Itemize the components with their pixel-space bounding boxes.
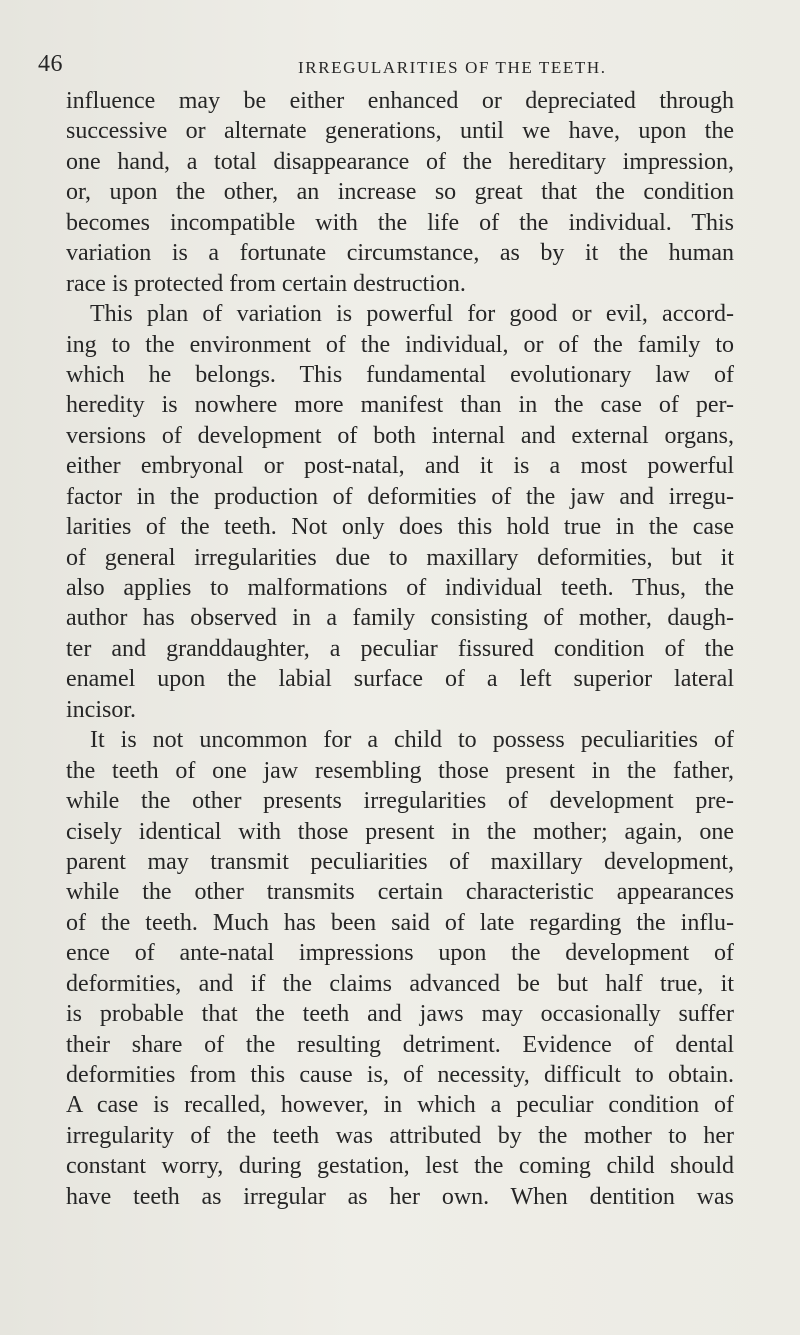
text-line: ing to the environment of the individual, or of the family to xyxy=(66,331,734,358)
text-line: ence of ante-natal impressions upon the development of xyxy=(66,940,734,967)
text-line: successive or alternate generations, until we have, upon the xyxy=(66,118,734,145)
text-line: one hand, a total disappearance of the hereditary impression, xyxy=(66,148,734,175)
text-line: either embryonal or post-natal, and it is a most powerful xyxy=(66,453,734,480)
text-line: or, upon the other, an increase so great that the condition xyxy=(66,179,734,206)
text-line: It is not uncommon for a child to possess peculiarities of xyxy=(90,727,734,754)
text-line: deformities from this cause is, of necessity, difficult to obtain. xyxy=(66,1062,734,1088)
text-line: larities of the teeth. Not only does this hold true in the case xyxy=(66,514,734,541)
text-line: author has observed in a family consisting of mother, daugh- xyxy=(66,605,734,632)
page-number: 46 xyxy=(38,51,63,77)
text-line: parent may transmit peculiarities of maxillary development, xyxy=(66,848,734,875)
running-head xyxy=(0,50,800,86)
text-line: of general irregularities due to maxillary deformities, but it xyxy=(66,544,734,571)
text-line: A case is recalled, however, in which a peculiar condition of xyxy=(66,1092,734,1119)
text-line: cisely identical with those present in the mother; again, one xyxy=(66,818,734,845)
text-line: enamel upon the labial surface of a left superior lateral xyxy=(66,666,734,693)
running-title: IRREGULARITIES OF THE TEETH. xyxy=(298,58,607,77)
text-line: factor in the production of deformities of the jaw and irregu- xyxy=(66,483,734,510)
text-line: This plan of variation is powerful for good or evil, accord- xyxy=(90,301,734,328)
text-line: becomes incompatible with the life of the individual. This xyxy=(66,209,734,236)
text-line: is probable that the teeth and jaws may occasionally suffer xyxy=(66,1001,734,1028)
text-line: their share of the resulting detriment. Evidence of dental xyxy=(66,1031,734,1058)
text-line: race is protected from certain destruction. xyxy=(66,270,466,297)
body-text xyxy=(66,86,734,1212)
text-line: while the other transmits certain characteristic appearances xyxy=(66,879,734,906)
text-line: while the other presents irregularities of development pre- xyxy=(66,788,734,815)
text-line: of the teeth. Much has been said of late regarding the influ- xyxy=(66,909,734,936)
text-line: incisor. xyxy=(66,696,136,723)
text-line: heredity is nowhere more manifest than in the case of per- xyxy=(66,392,734,419)
text-line: the teeth of one jaw resembling those present in the father, xyxy=(66,757,734,784)
text-line: deformities, and if the claims advanced be but half true, it xyxy=(66,970,734,997)
text-line: which he belongs. This fundamental evolutionary law of xyxy=(66,361,734,388)
text-line: have teeth as irregular as her own. When dentition was xyxy=(66,1183,734,1210)
text-line: irregularity of the teeth was attributed by the mother to her xyxy=(66,1122,734,1149)
text-line: variation is a fortunate circumstance, as by it the human xyxy=(66,240,734,267)
text-line: also applies to malformations of individual teeth. Thus, the xyxy=(66,575,734,601)
text-line: constant worry, during gestation, lest the coming child should xyxy=(66,1153,734,1180)
text-line: ter and granddaughter, a peculiar fissured condition of the xyxy=(66,635,734,662)
text-line: influence may be either enhanced or depreciated through xyxy=(66,88,734,114)
text-line: versions of development of both internal and external organs, xyxy=(66,422,734,449)
